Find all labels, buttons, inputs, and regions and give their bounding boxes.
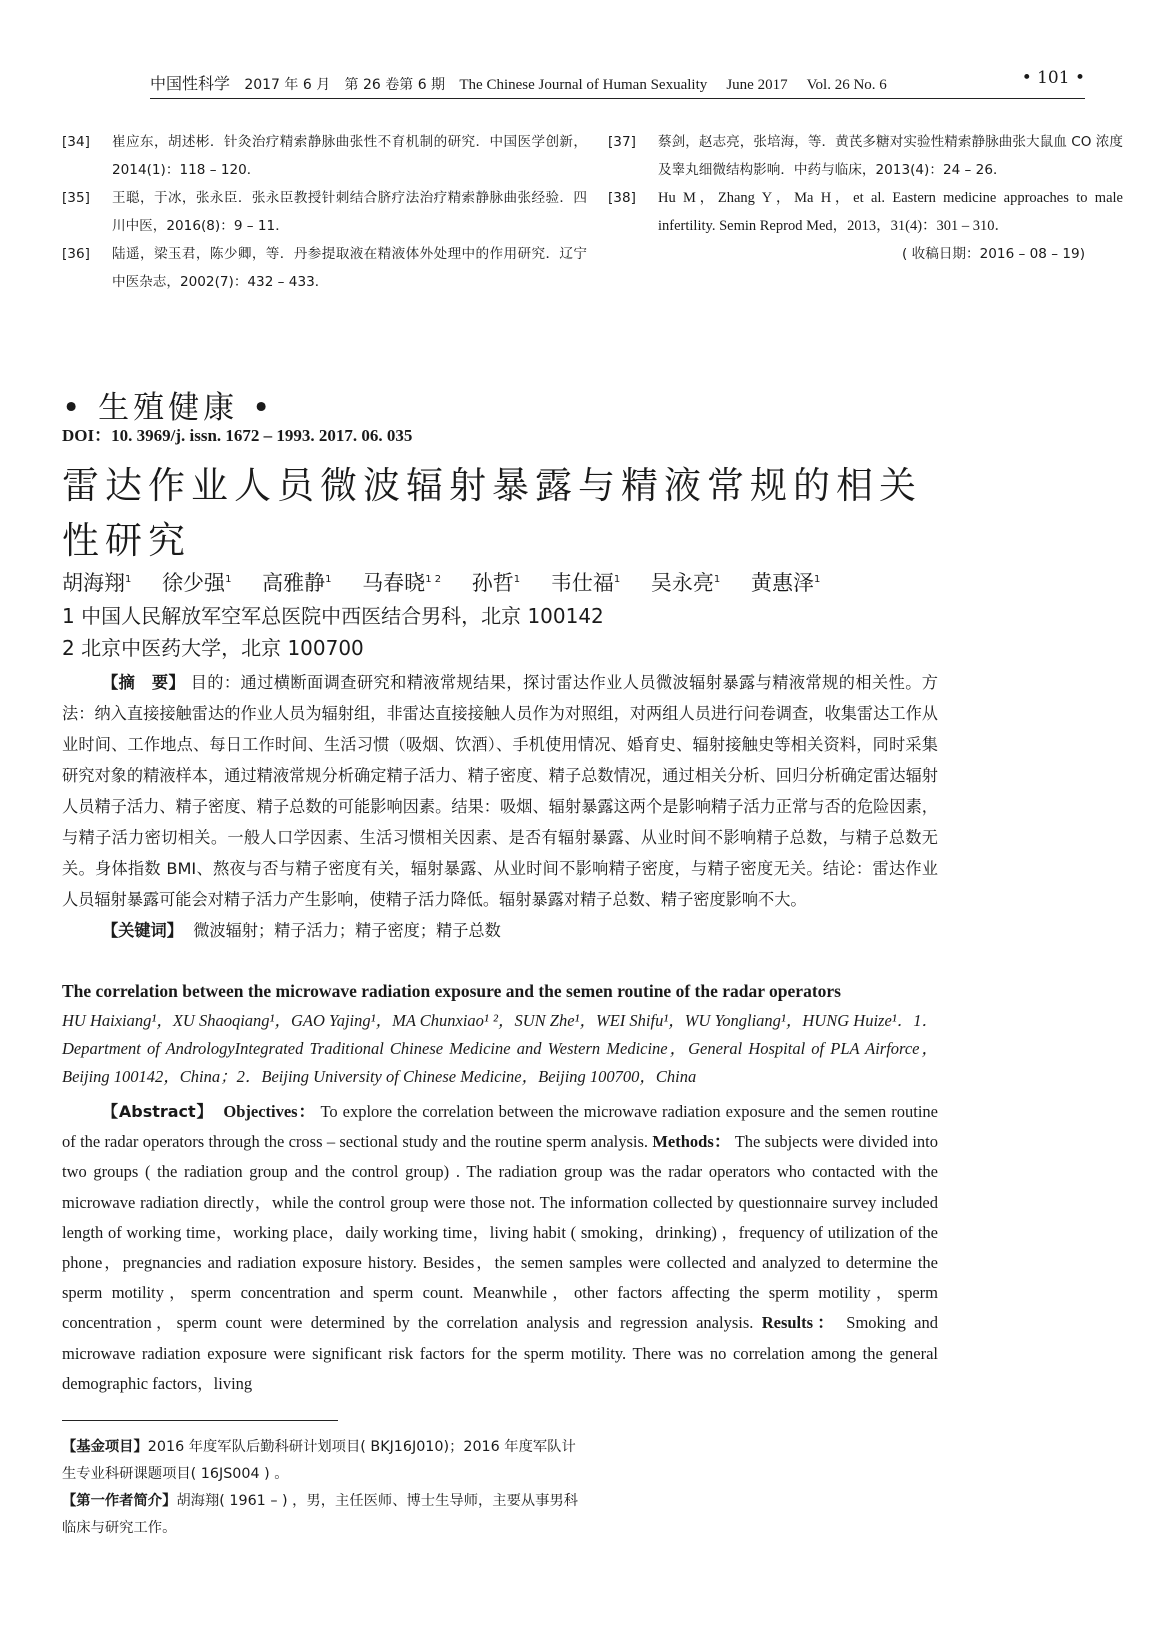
article-title-en: The correlation between the microwave radiation exposure and the semen routine of the radar operators: [62, 981, 841, 1001]
header-left: [150, 71, 887, 94]
author-name: 高雅静: [262, 571, 326, 595]
footnote-author: [62, 1488, 582, 1542]
article-title: 雷达作业人员微波辐射暴露与精液常规的相关性研究: [62, 464, 922, 562]
objectives-label: Objectives：: [223, 1102, 316, 1121]
author: [551, 571, 620, 595]
page-number: • 101 •: [1021, 68, 1085, 88]
author-affiliation-mark: 1: [613, 574, 621, 585]
footnote-fund: [62, 1434, 582, 1488]
author-affiliation-mark: 1: [513, 574, 521, 585]
reference-item: [62, 184, 587, 240]
author-name: 韦仕福: [550, 571, 614, 595]
issue-date-cn: 2017 年 6 月: [244, 77, 331, 93]
keywords-cn: [62, 915, 938, 946]
references-right-column: [608, 128, 1123, 268]
doi: DOI：10. 3969/j. issn. 1672 – 1993. 2017. 06. 035: [62, 426, 413, 445]
volume-cn: 第 26 卷第 6 期: [344, 77, 446, 93]
fund-label: 【基金项目】: [62, 1439, 148, 1455]
author-name: 孙哲: [471, 571, 514, 595]
author-name: 黄惠泽: [750, 571, 814, 595]
author-name: 徐少强: [162, 571, 226, 595]
author-affiliation-mark: 1: [225, 574, 232, 585]
author: [651, 571, 720, 595]
footnotes: [62, 1434, 582, 1542]
journal-name-cn: 中国性科学: [150, 74, 231, 93]
abstract-cn-label: 【摘 要】: [102, 673, 186, 692]
volume-en: Vol. 26 No. 6: [806, 77, 887, 93]
author-list: [62, 567, 844, 597]
results-label: Results：: [761, 1313, 838, 1333]
reference-text: Hu M，Zhang Y，Ma H，et al. Eastern medicine approaches to male infertility. Semin Reprod Med，2013，31(4)：301 – 310．: [658, 190, 1123, 234]
methods-text: The subjects were divided into two groups ( the radiation group and the control group) . The radiation group was the radar operators who contacted with the microwave radiation directly，while the control group were those not. The information collected by questionnaire survey included length of working time，working place，daily working time，living habit ( smoking，drinking) ，frequency of utilization of the phone，pregnancies and radiation exposure history. Besides，the semen samples were collected and analyzed to determine the sperm motility，sperm concentration and sperm count. Meanwhile，other factors affecting the sperm motility，sperm concentration，sperm count were determined by the correlation analysis and regression analysis.: [62, 1132, 939, 1333]
reference-item: [608, 184, 1123, 240]
author-intro-text: 胡海翔( 1961 – ) ，男，主任医师、博士生导师，主要从事男科临床与研究工作。: [62, 1493, 579, 1536]
abstract-en-label: 【Abstract】: [102, 1102, 214, 1121]
author-name: 吴永亮: [650, 571, 714, 595]
author-affiliation-mark: 1 2: [425, 574, 442, 585]
results-text: Smoking and microwave radiation exposure were significant risk factors for the sperm motility. There was no correlation among the general demographic factors，living: [62, 1313, 939, 1393]
abstract-cn-paragraph: [62, 667, 938, 915]
reference-text: 陆遥，梁玉君，陈少卿，等．丹参提取液在精液体外处理中的作用研究．辽宁中医杂志，2002(7)：432 – 433．: [112, 246, 587, 290]
reference-number: [37]: [608, 134, 636, 150]
abstract-en-paragraph: [62, 1097, 938, 1399]
issue-date-en: June 2017: [726, 77, 788, 93]
author-affiliation-mark: 1: [125, 574, 132, 585]
reference-number: [38]: [608, 190, 636, 206]
abstract-cn-text: 目的：通过横断面调查研究和精液常规结果，探讨雷达作业人员微波辐射暴露与精液常规的相关性。方法：纳入直接接触雷达的作业人员为辐射组，非雷达直接接触人员作为对照组，对两组人员进行问卷调查，收集雷达工作从业时间、工作地点、每日工作时间、生活习惯（吸烟、饮酒）、手机使用情况、婚育史、辐射接触史等相关资料，同时采集研究对象的精液样本，通过精液常规分析确定精子活力、精子密度、精子总数情况，通过相关分析、回归分析确定雷达辐射人员精子活力、精子密度、精子总数的可能影响因素。结果：吸烟、辐射暴露这两个是影响精子活力正常与否的危险因素，与精子活力密切相关。一般人口学因素、生活习惯相关因素、是否有辐射暴露、从业时间不影响精子总数，与精子总数无关。身体指数 BMI、熬夜与否与精子密度有关，辐射暴露、从业时间不影响精子密度，与精子密度无关。结论：雷达作业人员辐射暴露可能会对精子活力产生影响，使精子活力降低。辐射暴露对精子总数、精子密度影响不大。: [62, 673, 938, 909]
received-date: ( 收稿日期：2016 – 08 – 19): [902, 246, 1085, 262]
author-affiliation-mark: 1: [813, 574, 821, 585]
objectives-text: To explore the correlation between the microwave radiation exposure and the semen routine of the radar operators through the cross – sectional study and the routine sperm analysis.: [62, 1102, 938, 1152]
affiliation-1: 1 中国人民解放军空军总医院中西医结合男科，北京 100142: [62, 604, 604, 628]
abstract-cn: [62, 667, 938, 946]
reference-number: [35]: [62, 190, 90, 206]
methods-label: Methods：: [652, 1132, 731, 1152]
keywords-cn-text: 微波辐射；精子活力；精子密度；精子总数: [193, 921, 501, 940]
author: [751, 571, 820, 595]
footnote-divider: [62, 1420, 338, 1421]
reference-item: [608, 128, 1123, 184]
authors-affiliations-en: HU Haixiang¹，XU Shaoqiang¹，GAO Yajing¹，MA Chunxiao¹ ²，SUN Zhe¹，WEI Shifu¹，WU Yongliang¹，HUNG Huize¹．1．Department of AndrologyIntegrated Traditional Chinese Medicine and Western Medicine，General Hospital of PLA Airforce，Beijing 100142，China；2．Beijing University of Chinese Medicine，Beijing 100700，China: [62, 1011, 938, 1086]
author-intro-label: 【第一作者简介】: [62, 1493, 177, 1509]
reference-text: 崔应东，胡述彬．针灸治疗精索静脉曲张性不育机制的研究．中国医学创新，2014(1)：118 – 120．: [112, 134, 587, 178]
author: [162, 571, 231, 595]
running-header: [150, 68, 1085, 99]
section-heading: • 生殖健康 •: [62, 390, 275, 426]
keywords-cn-label: 【关键词】: [102, 921, 183, 940]
author-name: 胡海翔: [62, 571, 125, 595]
author-name: 马春晓: [362, 571, 426, 595]
author-affiliation-mark: 1: [325, 574, 332, 585]
reference-text: 蔡剑，赵志亮，张培海，等．黄芪多糖对实验性精索静脉曲张大鼠血 CO 浓度及睾丸细微结构影响．中药与临床，2013(4)：24 – 26．: [658, 134, 1123, 178]
journal-name-en: The Chinese Journal of Human Sexuality: [459, 77, 708, 93]
references-left-column: [62, 128, 587, 296]
abstract-en: [62, 1097, 938, 1399]
author: [362, 571, 441, 595]
author-affiliation-mark: 1: [713, 574, 721, 585]
reference-number: [34]: [62, 134, 90, 150]
reference-number: [36]: [62, 246, 90, 262]
author: [62, 571, 131, 595]
reference-text: 王聪，于冰，张永臣．张永臣教授针刺结合脐疗法治疗精索静脉曲张经验．四川中医，2016(8)：9 – 11．: [112, 190, 587, 234]
reference-item: [62, 240, 587, 296]
author: [472, 571, 520, 595]
author: [262, 571, 331, 595]
fund-text: 2016 年度军队后勤科研计划项目( BKJ16J010)；2016 年度军队计生专业科研课题项目( 16JS004 ) 。: [62, 1439, 576, 1482]
affiliation-2: 2 北京中医药大学，北京 100700: [62, 636, 364, 660]
reference-item: [62, 128, 587, 184]
